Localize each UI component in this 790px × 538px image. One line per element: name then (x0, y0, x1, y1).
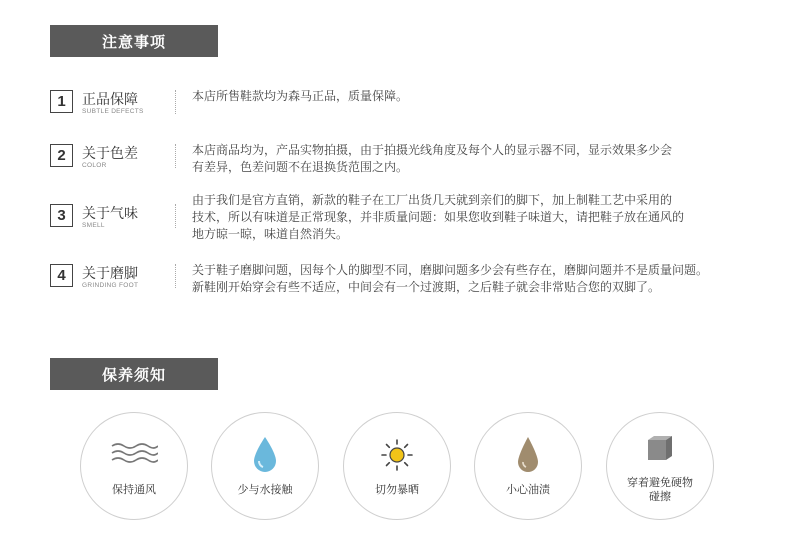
separator (175, 144, 177, 168)
notice-title: 关于色差 (82, 146, 138, 162)
separator (175, 204, 177, 228)
description-line: 有差异，色差问题不在退换货范围之内。 (192, 160, 409, 174)
notice-subtitle: COLOR (82, 162, 107, 169)
notice-number: 3 (50, 204, 73, 227)
notice-description (192, 262, 752, 296)
description-line: 关于鞋子磨脚问题，因每个人的脚型不同，磨脚问题多少会有些存在，磨脚问题并不是质量问题。 (192, 263, 709, 277)
wind-icon (110, 435, 158, 475)
description-line: 地方晾一晾，味道自然消失。 (192, 227, 349, 241)
notice-title: 正品保障 (82, 92, 138, 108)
care-item (606, 412, 714, 520)
separator (175, 90, 177, 114)
care-label: 小心油渍 (506, 483, 550, 496)
care-label: 保持通风 (112, 483, 156, 496)
notice-title: 关于磨脚 (82, 266, 138, 282)
care-label: 穿着避免硬物碰擦 (627, 476, 693, 503)
notice-description (192, 142, 752, 176)
oil-drop-icon (504, 435, 552, 475)
description-line: 新鞋刚开始穿会有些不适应，中间会有一个过渡期，之后鞋子就会非常贴合您的双脚了。 (192, 280, 661, 294)
care-item (80, 412, 188, 520)
section-header-notes (50, 25, 218, 57)
care-item (211, 412, 319, 520)
cube-icon (636, 428, 684, 468)
notice-subtitle: GRINDING FOOT (82, 282, 139, 289)
notice-subtitle: SUBTLE DEFECTS (82, 108, 144, 115)
description-line: 本店所售鞋款均为森马正品，质量保障。 (192, 89, 409, 103)
notice-number: 2 (50, 144, 73, 167)
care-icons-row (80, 412, 720, 522)
notice-subtitle: SMELL (82, 222, 105, 229)
section-header-care (50, 358, 218, 390)
care-item (474, 412, 582, 520)
section-title: 保养须知 (101, 365, 166, 384)
care-label: 切勿暴晒 (375, 483, 419, 496)
description-line: 本店商品均为，产品实物拍摄，由于拍摄光线角度及每个人的显示器不同，显示效果多少会 (192, 143, 673, 157)
description-line: 技术，所以有味道是正常现象，并非质量问题：如果您收到鞋子味道大，请把鞋子放在通风的 (192, 210, 685, 224)
separator (175, 264, 177, 288)
care-label: 少与水接触 (237, 483, 293, 496)
section-title: 注意事项 (101, 32, 166, 51)
description-line: 由于我们是官方直销，新款的鞋子在工厂出货几天就到亲们的脚下，加上制鞋工艺中采用的 (192, 193, 673, 207)
notice-title: 关于气味 (82, 206, 138, 222)
notice-description (192, 88, 752, 105)
sun-icon (373, 435, 421, 475)
notice-description (192, 192, 752, 243)
notice-number: 4 (50, 264, 73, 287)
care-item (343, 412, 451, 520)
water-drop-icon (241, 435, 289, 475)
notice-number: 1 (50, 90, 73, 113)
